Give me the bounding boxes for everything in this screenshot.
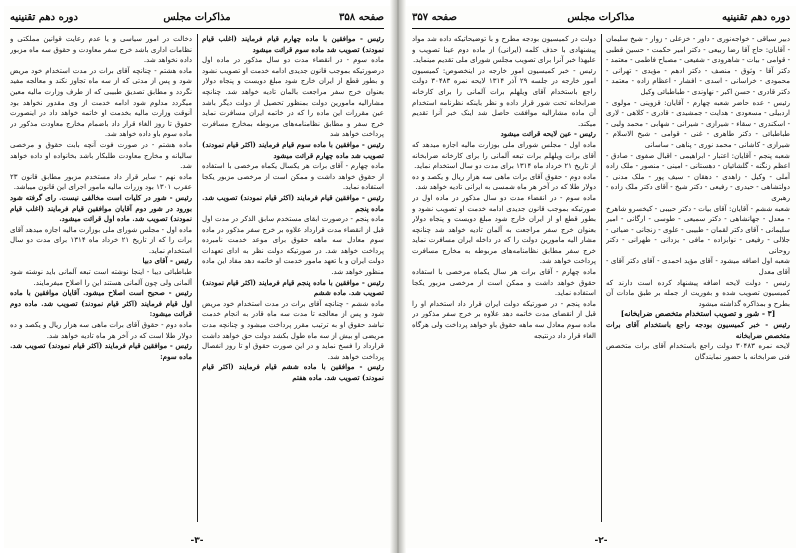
right-page-left-column	[412, 34, 596, 522]
paragraph: رئیس - موافقین با ماده ششم قیام فرمایند (اکثر قیام نمودند) تصویب شد. ماده هفتم	[202, 362, 384, 382]
paragraph: ماده هشتم - در صورت فوت آنچه بابت حقوق و مرخصی سالیانه و مخارج معاودت طلبکار باشد بخانواده او داده خواهد شد.	[10, 139, 192, 171]
paragraph: طباطبائی دیبا - اینجا نوشته است تبعه آلمانی باید نوشته شود آلمانی ولی چون آلمانی هستند این را اصلاح میفرمایند.	[10, 267, 192, 287]
paragraph: رئیس - موافقین با ماده پنجم قیام فرمایند (اکثر قیام نمودند) تصویب شد. ماده ششم	[202, 277, 384, 298]
paragraph: دولت در کمیسیون بودجه مطرح و با توضیحاتیکه داده شد مواد پیشنهادی با حذف کلمه (ایرانی) از ماده دوم عینا تصویب و علیهذا خبر آنرا برای تصویب مجلس شورای ملی تقدیم مینماید.	[412, 34, 596, 65]
left-page-right-column	[202, 34, 384, 522]
paragraph: شعبه ششم - آقایان: آقای بیات - دکتر حبیبی - کیخسرو شاهرخ - معدل - جهانشاهی - دکتر سمیعی - طوسی - ارگانی - امیر سلیمانی - آقای دکتر لقمان - طبیبی - علوی - زنجانی - ضیائی - جلالی - رفیعی - نوابزاده - مافی - یزدانی - طهرانی - دکتر روحانی	[606, 203, 790, 255]
paragraph: رئیس - شور در کلیات است مخالفی نیست. رای گرفته شود بورود در شور دوم آقایان موافقین قیام فرمایند (اغلب قیام نمودند) تصویب شد. ماده اول قرائت میشود.	[10, 192, 192, 224]
paragraph: ماده پنجم - در صورتیکه دولت ایران قرار داد استخدام او را قبل از انقضای مدت خاتمه دهد علاوه بر خرج سفر مذکور در ماده سوم معادل سه ماهه حقوق باو خواهد پرداخت ولی هرگاه الغاء قرار داد درنتیجه	[412, 298, 596, 340]
left-header-rule	[10, 28, 384, 29]
left-header-title: مذاکرات مجلس	[163, 12, 231, 23]
right-header-rule	[412, 28, 790, 29]
left-page	[4, 6, 390, 548]
paragraph: ماده هشتم - چنانچه آقای برات در مدت استخدام خود مریض شود و پس از مدتی که از سه ماه تجاوز نکند و معالجه مفید نگردد و مطابق تصدیق طبیبی که از طرف وزارت مالیه معین میگردد مدلوم شود ادامه خدمت از وی مقدور نخواهد بود آنوقت وزارت مالیه بخدمت او خاتمه خواهد داد در اینصورت حقوق تا روز الغاء قرار داد باضمام مخارج معاودت مذکور در ماده سوم باو داده خواهد شد.	[10, 65, 192, 139]
paragraph: رئیس - خبر کمیسیون امور خارجه در اینخصوص: کمیسیون امور خارجه در جلسه ۲۹ آذر ۱۳۱۴ لایحه نمره ۳۰۴۸۳ دولت راجع باستخدام آقای ویلهلم برات آلمانی را برای کارخانه ضرابخانه تحت شور قرار داده و نظر باینکه نظرنامه استخدام آن ماده مشارالیه موافقت حاصل شد اینک خبر آنرا تقدیم میکند.	[412, 65, 596, 128]
section-title: [۳ - شور و تصویب استخدام متخصص ضرابخانه]	[620, 309, 776, 319]
paragraph: شعبه پنجم - آقایان: اعتبار - ابراهیمی - اقبال صفوی - صادق - اعظم زنگنه - گلشائیان - دهستانی - امینی - منصور - ملک زاده آملی - وکیل - زاهدی - دهقان - سیف پور - ملک مدنی - دولتشاهی - حیدری - رفیعی - دکتر شیخ - آقای دکتر ملک زاده - رهبری	[606, 150, 790, 202]
paragraph: ماده ششم - چنانچه آقای برات در مدت استخدام خود مریض شود و پس از معالجه تا مدت سه ماه قادر به انجام خدمت نباشد حقوق او به ترتیب مقرر پرداخت میشود و چنانچه مدت مریضی او بیش از سه ماه طول بکشد دولت حق خواهد داشت قرارداد را فسخ نماید و در این صورت حقوق او تا روز انفصال پرداخت خواهد شد.	[202, 298, 384, 361]
left-header-session: دوره دهم تقنینیه	[10, 12, 78, 23]
left-folio: -۳-	[190, 536, 204, 546]
paragraph: رئیس - صحیح است اصلاح میشود. آقایان موافقین با ماده اول قیام فرمایند (اکثر قیام نمودند) تصویب شد. ماده دوم قرائت میشود:	[10, 288, 192, 319]
paragraph: ماده دوم - حقوق آقای برات ماهی سه هزار ریال و یکصد و ده دولار طلا که در آخر هر ماه شمسی به ایرانی تادیه خواهد شد.	[412, 171, 596, 192]
paragraph: رئیس - آقای دبیا	[142, 256, 192, 266]
paragraph: ماده نهم - سایر قرار داد مستخدم مزبور مطابق قانون ۲۳ عقرب ۱۳۰۱ بود وزرات مالیه مامور اجرای این قانون میباشد.	[10, 171, 192, 192]
paragraph: ماده دوم - حقوق آقای برات ماهی سه هزار ریال و یکصد و ده دولار طلا است که در آخر هر ماه تادیه خواهد شد.	[10, 320, 192, 340]
paragraph: رئیس - عین لایحه قرائت میشود	[500, 129, 596, 139]
left-page-left-column	[10, 34, 192, 522]
paragraph: ماده سوم - در انقضاء مدت دو سال مذکور در ماده اول در صورتیکه بموجب قانون جدیدی ادامه خدمت او تصویب نشود و بطور قطع او از ایران خارج شود مبلغ دویست و پنجاه دولار بعنوان خرج سفر مراجعت به آلمان تادیه خواهد شد چنانچه مشار الیه مامورین دولت را که در داخله ایران مسافرت نماید خرج سفر مطابق نظامنامه‌های مربوطه به مخارج مسافرت پرداخت خواهد شد.	[412, 192, 596, 266]
paragraph: رئیس - عده حاضر شعبه چهارم - آقایان: قزوینی - مولوی - اردبیلی - مسعودی - هدایت - جمشیدی - قادری - کلاهی - لاری - اسکندری - سقاء - شیرازی - شیرانی - شهابی - محمد ولیی - طباطبائی - دکتر طاهری - غنی - قوامی - شیخ الاسلام - شیرازی - کاشانی - محمد نوری - پناهی - ساسانی	[606, 97, 790, 149]
right-page-number: صفحه ۳۵۷	[412, 12, 457, 23]
paragraph: ماده سوم - در انقضاء مدت دو سال مذکور در ماده اول درصورتیکه بموجب قانون جدیدی ادامه خدمت او تصویب نشود و بطور قطع از ایران خارج شود مبلغ دویست و پنجاه دولار بعنوان خرج سفر مراجعت بالمان تادیه خواهد شد. چنانچه مشاراليه مامورین دولت بمنظور تحصیل از دولت دیگر باشد عین مقررات این ماده را که در خاتمه ایران مسافرت نماید خرج سفر و مطابق نظامنامه‌های مربوطه بمخارج مسافرت پرداخت خواهد شد	[202, 55, 384, 139]
left-running-head	[10, 12, 384, 28]
paragraph: لایحه نمره ۳۰۴۸۳ دولت راجع باستخدام آقای برات متخصص فنی ضرابخانه با حضور نمایندگان	[606, 341, 790, 361]
right-page-right-column	[606, 34, 790, 522]
paragraph: رئیس - موافقین قیام فرمایند (اکثر قیام نمودند) تصویب شد. ماده سوم:	[10, 341, 192, 361]
paragraph: رئیس - موافقین با ماده سوم قیام فرمایند (اکثر قیام نمودند) تصویب شد ماده چهارم قرائت میشود	[202, 139, 384, 160]
right-header-title: مذاکرات مجلس	[567, 12, 635, 23]
left-column-divider	[197, 34, 198, 522]
paragraph: شعبه اول اضافه میشود - آقای مؤید احمدی - آقای دکتر آقای - آقای معدل	[606, 256, 790, 277]
paragraph: رئیس - موافقین با ماده چهارم قیام فرمایند (اغلب قیام نمودند) تصویب شد ماده سوم قرائت میشود	[202, 34, 384, 54]
right-running-head	[412, 12, 790, 28]
right-page	[406, 6, 796, 548]
book-gutter	[390, 0, 406, 553]
left-page-number: صفحه ۳۵۸	[339, 12, 384, 23]
paragraph: رئیس - دولت لایحه اضافه پیشنهاد کرده است دارند که کمیسیون تصویب شده و بفوریت از جمله بر طبق مادات آن بطرح و بمذاکره گذاشته میشود	[606, 277, 790, 308]
right-header-session: دوره دهم تقنینیه	[722, 12, 790, 23]
paragraph: ماده اول - مجلس شورای ملی بوزارت مالیه اجازه میدهد آقای برات را که از تاریخ ۲۱ خرداد ماه ۱۳۱۴ برای مدت دو سال استخدام نماید.	[10, 224, 192, 255]
paragraph: ماده اول - مجلس شورای ملی بوزارت مالیه اجازه میدهد که آقای برات ویلهلم برات تبعه آلمانی را برای کارخانه ضرابخانه از تاریخ ۲۱ خرداد ماه ۱۳۱۴ برای مدت دو سال استخدام نماید.	[412, 139, 596, 171]
right-folio: -۲-	[594, 536, 608, 546]
paragraph: ماده پنجم - درصورت ابقای مستخدم سابق الذکر در مدت اول قبل از انقضاء مدت قرارداد علاوه بر خرج سفر مذکور در ماده سوم معادل سه ماهه حقوق برای موعد خدمت نامبرده پرداخت خواهد شد. در صورتیکه دولت نظر به ادای تعهدات دولت ایران و یا تعهد مامور خدمت او خاتمه دهد مفاد این ماده منظور خواهد شد.	[202, 214, 384, 277]
paragraph: رئیس - موافقین قیام فرمایند (اکثر قیام نمودند) تصویب شد. ماده پنجم	[202, 192, 384, 213]
right-column-divider	[601, 34, 602, 522]
paragraph: ماده چهارم - آقای برات هر سال یکماه مرخصی با استفاده حقوق خواهد داشت و ممکن است از مرخصی مزبور یکجا استفاده نماید.	[412, 267, 596, 298]
paragraph: دبیر سیاقی - خواجه‌نوری - داور - خزعلی - زوار - شیخ سلیمان - آقایان: حاج آقا رضا ربیعی - دکتر امیر حکمت - حسین قطبی - قوامی - بیات - شاهرودی - شفیعی - مصباح فاطمی - معتمد - دکتر آقا - وثوق - منصف - دکتر ادهم - مؤیدی - تهرانی - محمودی - خراسانی - اسدی - افشار - اعظام زاده - معتمد - دکتر قادری - حسن اکبر - نهاوندی - طباطبائی وکیل	[606, 34, 790, 96]
paragraph: رئیس - خبر کمیسیون بودجه راجع باستخدام آقای برات متخصص ضرابخانه	[606, 320, 790, 340]
paragraph: ماده چهارم - آقای برات هر یکسال یکماه مرخصی با استفاده از حقوق خواهد داشت و ممکن است از مرخصی مزبور یکجا استفاده نماید.	[202, 161, 384, 192]
paragraph: دخالت در امور سیاسی و یا عدم رعایت قوانین مملکتی و نظامات اداری باشد خرج سفر معاودت و حقوق سه ماه مزبور داده نخواهد شد.	[10, 34, 192, 65]
